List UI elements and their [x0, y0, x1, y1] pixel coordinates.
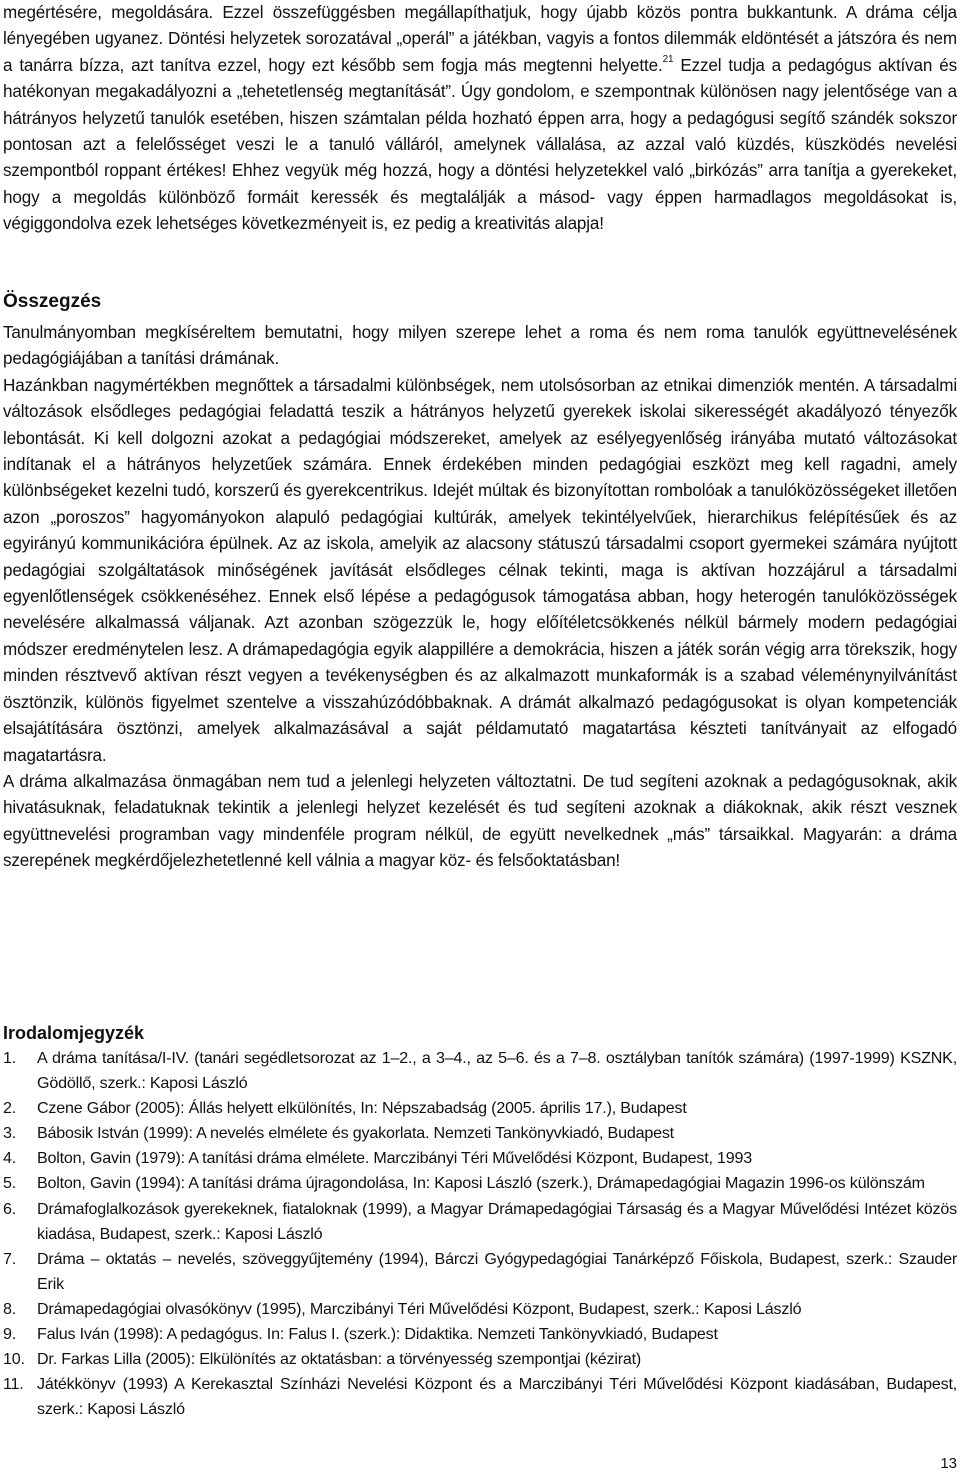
intro-text — [3, 0, 957, 238]
footnote-marker[interactable]: 21 — [662, 54, 674, 66]
intro-text-part1: megértésére, megoldására. Ezzel összefüggésben megállapíthatjuk, hogy újabb közös pontra bukkantunk. A dráma célja lényegében ugyanez. Döntési helyzetek sorozatával „operál” a játékban, vagyis a fontos dilemmák eldöntését a játszóra és nem a tanárra bízza, azt tanítva ezzel, hogy ezt később sem fogja más megtenni helyette. — [3, 3, 957, 75]
reference-item — [3, 1171, 957, 1196]
reference-text: Drámafoglalkozások gyerekeknek, fiataloknak (1999), a Magyar Drámapedagógiai Társaság és a Magyar Művelődési Intézet közös kiadása, Budapest, szerk.: Kaposi László — [37, 1199, 957, 1243]
summary-paragraph-3: A dráma alkalmazása önmagában nem tud a jelenlegi helyzeten változtatni. De tud segíteni azoknak a pedagógusoknak, akik hivatásuknak, feladatuknak tekintik a jelenlegi helyzet kezelését és tud segíteni azoknak a diákoknak, akik részt vesznek együttnevelési programban vagy mindenféle program nélkül, de együtt nevelkednek „más” társaikkal. Magyarán: a dráma szerepének megkérdőjelezhetetlenné kell válnia a magyar köz- és felsőoktatásban! — [3, 771, 957, 871]
references-list — [3, 1046, 957, 1422]
reference-number: 8. — [3, 1299, 17, 1318]
summary-paragraph-2: Hazánkban nagymértékben megnőttek a társadalmi különbségek, nem utolsósorban az etnikai dimenziók mentén. A társadalmi változások elsődleges pedagógiai feladattá teszik a hátrányos helyzetű gyerekek iskolai sikerességét akadályozó tényezők lebontását. Ki kell dolgozni azokat a pedagógiai módszereket, amelyek az esélyegyenlőség irányába mutató változásokat indítanak el a hátrányos helyzetűek számára. Ennek érdekében minden pedagógiai eszközt meg kell ragadni, amely különbségeket kezelni tudó, korszerű és gyerekcentrikus. Idejét múltak és bizonyítottan rombolóak a tanulóközösségeket illetően azon „poroszos” hagyományokon alapuló pedagógiai kultúrák, amelyek tekintélyelvűek, hierarchikus felépítésűek és az egyirányú kommunikációra épülnek. Az az iskola, amelyik az alacsony státuszú társadalmi csoport gyermekei számára nyújtott pedagógiai szolgáltatások minőségének javítását elsődleges célnak tekinti, maga is aktívan hozzájárul a társadalmi egyenlőtlenségek csökkenéséhez. Ennek első lépése a pedagógusok támogatása abban, hogy heterogén tanulóközösségek nevelésére alkalmassá váljanak. Azt azonban szögezzük le, hogy előítéletcsökkenés nélkül bármely modern pedagógiai módszer eredménytelen lesz. A drámapedagógia egyik alappillére a demokrácia, hiszen a játék során végig arra törekszik, hogy minden résztvevő aktívan részt vegyen a tevékenységben és az alkalmazott munkaformák is a szabad véleménynyilvánítást ösztönzik, különös figyelmet szentelve a visszahúzódóbbaknak. A drámát alkalmazó pedagógusokat is olyan kompetenciák elsajátítására ösztönzi, amelyek alkalmazásával a saját példamutató magatartása készteti tanítványait az elfogadó magatartásra. — [3, 375, 957, 765]
summary-heading: Összegzés — [3, 291, 102, 312]
references-heading: Irodalomjegyzék — [3, 1023, 145, 1043]
reference-item — [3, 1347, 957, 1372]
reference-text: Bolton, Gavin (1994): A tanítási dráma újragondolása, In: Kaposi László (szerk.), Drámapedagógiai Magazin 1996-os különszám — [37, 1174, 925, 1193]
reference-item — [3, 1247, 957, 1297]
summary-section — [3, 320, 957, 875]
reference-item — [3, 1322, 957, 1347]
page-number: 13 — [940, 1455, 957, 1472]
reference-item — [3, 1096, 957, 1121]
reference-item — [3, 1372, 957, 1422]
reference-text: Játékkönyv (1993) A Kerekasztal Színházi Nevelési Központ és a Marczibányi Téri Művelődési Központ kiadásában, Budapest, szerk.: Kaposi László — [37, 1375, 957, 1419]
reference-number: 5. — [3, 1174, 17, 1193]
reference-item — [3, 1197, 957, 1247]
reference-number: 11. — [3, 1375, 24, 1394]
reference-text: Bábosik István (1999): A nevelés elmélete és gyakorlata. Nemzeti Tankönyvkiadó, Budapest — [37, 1124, 674, 1143]
reference-text: Falus Iván (1998): A pedagógus. In: Falus I. (szerk.): Didaktika. Nemzeti Tankönyvkiadó, Budapest — [37, 1325, 718, 1344]
reference-number: 10. — [3, 1350, 25, 1369]
reference-number: 4. — [3, 1149, 17, 1168]
reference-text: Drámapedagógiai olvasókönyv (1995), Marczibányi Téri Művelődési Központ, Budapest, szerk.: Kaposi László — [37, 1299, 802, 1318]
reference-number: 9. — [3, 1325, 17, 1344]
intro-paragraph — [3, 0, 957, 238]
reference-item — [3, 1146, 957, 1171]
reference-text: Czene Gábor (2005): Állás helyett elkülönítés, In: Népszabadság (2005. április 17.), Budapest — [37, 1099, 687, 1118]
reference-number: 6. — [3, 1199, 17, 1218]
reference-text: Bolton, Gavin (1979): A tanítási dráma elmélete. Marczibányi Téri Művelődési Központ, Budapest, 1993 — [37, 1149, 753, 1168]
reference-item — [3, 1297, 957, 1322]
summary-paragraph-1: Tanulmányomban megkíséreltem bemutatni, hogy milyen szerepe lehet a roma és nem roma tanulók együttnevelésének pedagógiájában a tanítási drámának. — [3, 323, 957, 369]
reference-item — [3, 1046, 957, 1096]
reference-item — [3, 1121, 957, 1146]
reference-number: 1. — [3, 1049, 17, 1067]
reference-text: A dráma tanítása/I-IV. (tanári segédletsorozat az 1–2., a 3–4., az 5–6. és a 7–8. osztályban tanítók számára) (1997-1999) KSZNK, Gödöllő, szerk.: Kaposi László — [37, 1049, 957, 1093]
intro-text-part2: Ezzel tudja a pedagógus aktívan és hatékonyan megakadályozni a „tehetetlenség megtanítását”. Úgy gondolom, e szempontnak különösen nagy jelentősége van a hátrányos helyzetű tanulók esetében, hiszen számtalan példa hozható éppen arra, hogy a pedagógusi segítő szándék sokszor pontosan azt a felelősséget veszi le a tanuló válláról, amelynek vállalása, az azzal való küzdés, küszködés nevelési szempontból roppant értékes! Ehhez vegyük még hozzá, hogy a döntési helyzetekkel való „birkózás” arra tanítja a gyerekeket, hogy a megoldás különböző formáit keressék és megtalálják a másod- vagy éppen harmadlagos megoldásokat is, végiggondolva ezek lehetséges következményeit is, ez pedig a kreativitás alapja! — [3, 55, 957, 234]
reference-number: 7. — [3, 1249, 17, 1268]
reference-text: Dráma – oktatás – nevelés, szöveggyűjtemény (1994), Bárczi Gyógypedagógiai Tanárképző Főiskola, Budapest, szerk.: Szauder Erik — [37, 1249, 957, 1293]
reference-text: Dr. Farkas Lilla (2005): Elkülönítés az oktatásban: a törvényesség szempontjai (kézirat) — [37, 1350, 642, 1369]
reference-number: 2. — [3, 1099, 17, 1118]
reference-number: 3. — [3, 1124, 17, 1143]
